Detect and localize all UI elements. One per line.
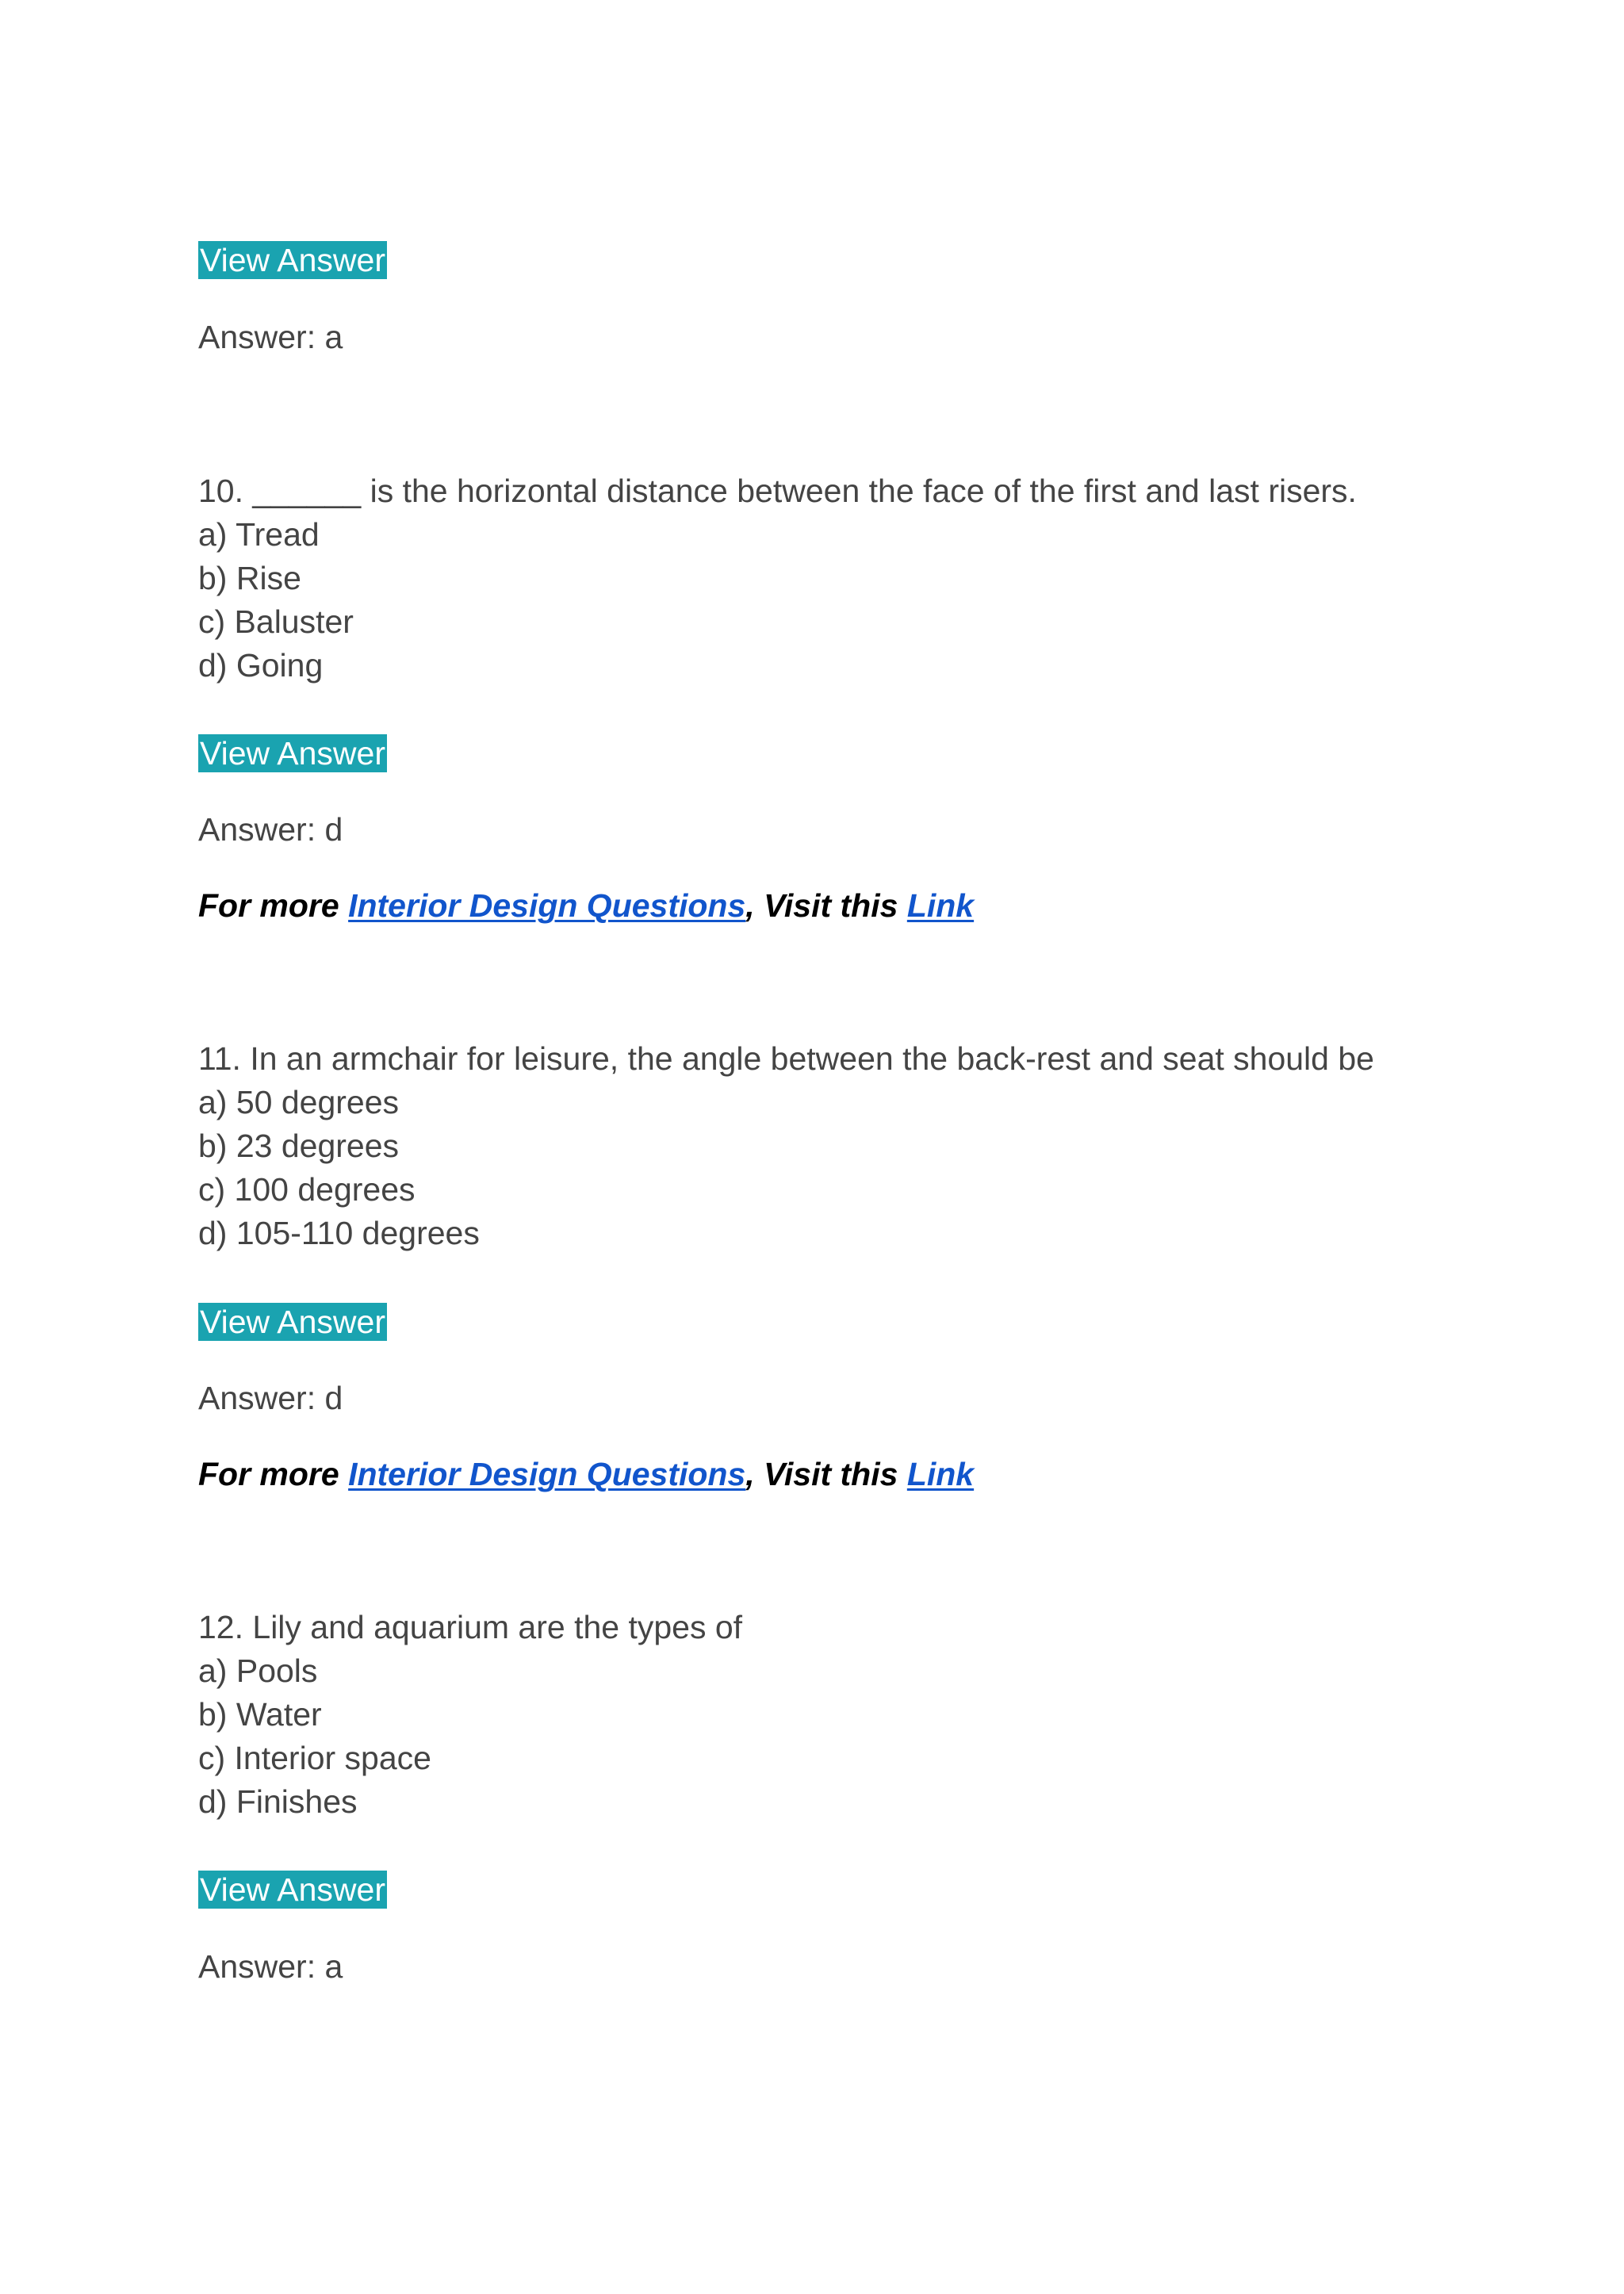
view-answer-button-q10[interactable] — [198, 734, 387, 772]
option-c: c) Interior space — [198, 1740, 431, 1776]
view-answer-button-q11[interactable] — [198, 1303, 387, 1341]
option-c: c) Baluster — [198, 603, 354, 640]
question-text: 11. In an armchair for leisure, the angle between the back-rest and seat should be — [198, 1040, 1374, 1077]
option-b: b) Rise — [198, 560, 301, 596]
visit-link[interactable]: Link — [906, 887, 975, 924]
option-c: c) 100 degrees — [198, 1171, 416, 1208]
answer-q11: Answer: d — [198, 1380, 343, 1416]
visit-link[interactable]: Link — [906, 1456, 975, 1492]
option-b: b) Water — [198, 1696, 322, 1733]
question-text: 12. Lily and aquarium are the types of — [198, 1609, 743, 1645]
option-d: d) 105-110 degrees — [198, 1215, 480, 1251]
view-answer-label[interactable]: View Answer — [200, 1304, 385, 1340]
more-prefix: For more — [198, 887, 349, 924]
view-answer-label[interactable]: View Answer — [200, 1871, 385, 1908]
question-10 — [198, 469, 1357, 687]
option-d: d) Going — [198, 647, 324, 684]
answer-q12: Answer: a — [198, 1948, 343, 1985]
answer-q9: Answer: a — [198, 319, 343, 355]
more-middle: , Visit this — [745, 1456, 907, 1492]
view-answer-button-q9[interactable] — [198, 241, 387, 279]
more-questions-line-2 — [198, 1455, 974, 1493]
view-answer-button-q12[interactable] — [198, 1871, 387, 1909]
option-a: a) Tread — [198, 516, 320, 553]
option-a: a) Pools — [198, 1653, 318, 1689]
interior-design-questions-link[interactable]: Interior Design Questions — [348, 887, 746, 924]
more-prefix: For more — [198, 1456, 349, 1492]
answer-q10: Answer: d — [198, 811, 343, 848]
option-b: b) 23 degrees — [198, 1128, 400, 1164]
more-middle: , Visit this — [745, 887, 907, 924]
question-text: 10. ______ is the horizontal distance between the face of the first and last risers. — [198, 473, 1357, 509]
view-answer-label[interactable]: View Answer — [200, 735, 385, 772]
question-12 — [198, 1606, 742, 1824]
interior-design-questions-link[interactable]: Interior Design Questions — [348, 1456, 746, 1492]
view-answer-label[interactable]: View Answer — [200, 242, 385, 278]
question-11 — [198, 1037, 1374, 1255]
more-questions-line-1 — [198, 887, 974, 925]
option-d: d) Finishes — [198, 1783, 358, 1820]
option-a: a) 50 degrees — [198, 1084, 400, 1120]
